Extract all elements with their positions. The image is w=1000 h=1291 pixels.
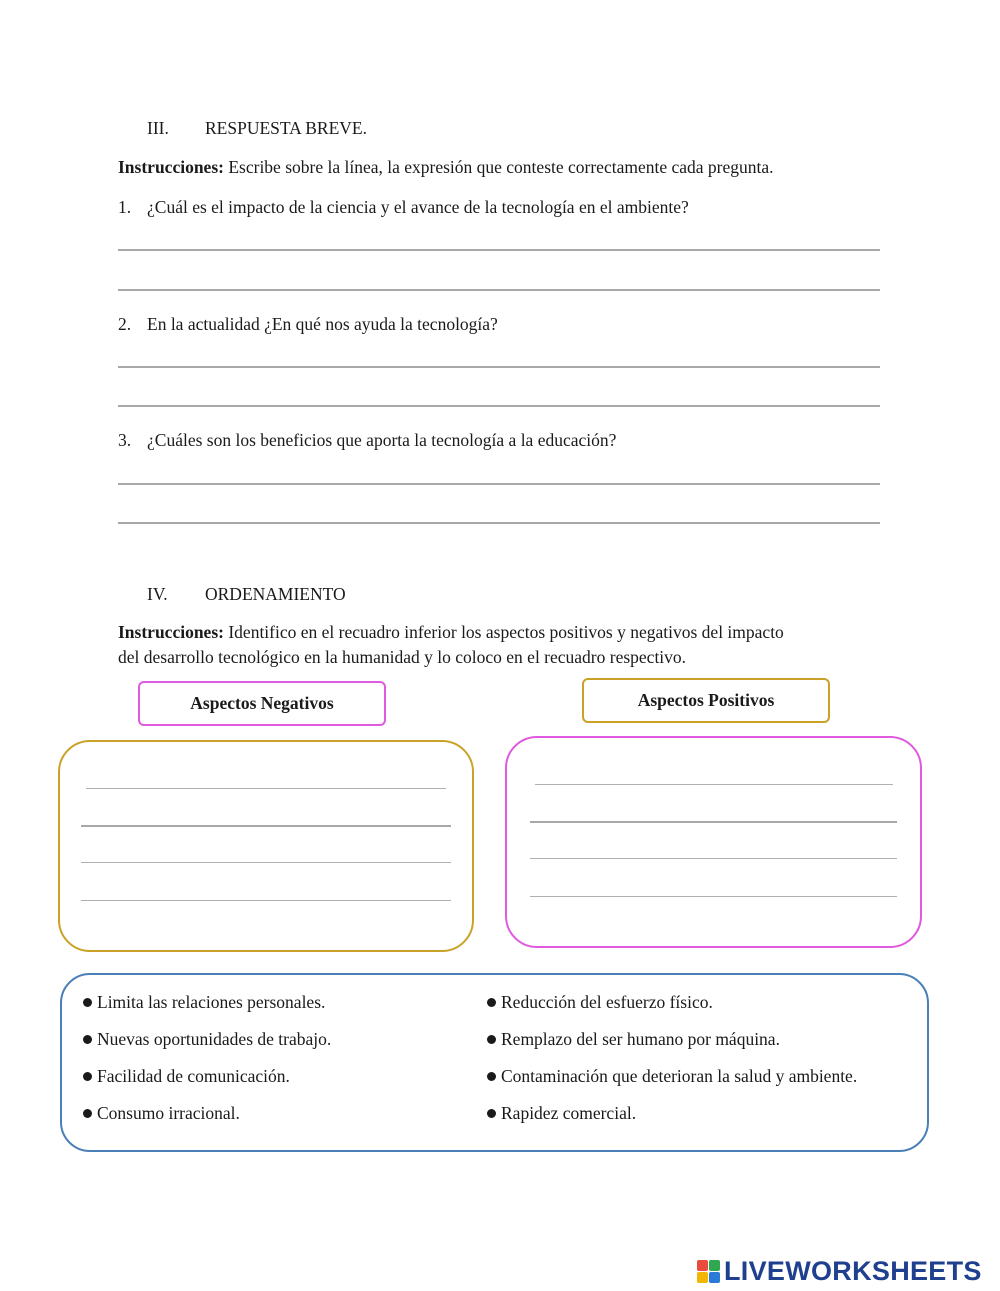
liveworksheets-logo-icon [697, 1260, 720, 1283]
instructions-label: Instrucciones: [118, 622, 224, 642]
logo-text: LIVEWORKSHEETS [724, 1255, 982, 1286]
answer-line[interactable] [530, 896, 897, 897]
answer-line[interactable] [81, 900, 451, 901]
answer-line[interactable] [118, 366, 880, 368]
negative-aspects-label-box [138, 681, 386, 726]
bullet-icon [487, 1109, 496, 1118]
option-text: Reducción del esfuerzo físico. [501, 992, 713, 1012]
question-number: 3. [118, 430, 132, 450]
bullet-icon [487, 998, 496, 1007]
option-item[interactable] [83, 1029, 331, 1050]
instructions [118, 157, 774, 178]
instructions-text: Identifico en el recuadro inferior los aspectos positivos y negativos del impacto [223, 622, 784, 642]
answer-line[interactable] [118, 289, 880, 291]
liveworksheets-logo[interactable] [697, 1255, 982, 1287]
answer-line[interactable] [86, 788, 446, 789]
answer-line[interactable] [118, 405, 880, 407]
bullet-icon [487, 1072, 496, 1081]
option-item[interactable] [83, 1066, 290, 1087]
negative-aspects-answer-box[interactable] [58, 740, 474, 952]
section-title: RESPUESTA BREVE. [205, 118, 367, 138]
option-text: Contaminación que deterioran la salud y ambiente. [501, 1066, 858, 1086]
option-item[interactable] [487, 992, 713, 1013]
answer-line[interactable] [530, 858, 897, 859]
option-item[interactable] [83, 1103, 240, 1124]
option-item[interactable] [83, 992, 325, 1013]
instructions [118, 622, 784, 643]
bullet-icon [83, 998, 92, 1007]
option-text: Remplazo del ser humano por máquina. [501, 1029, 780, 1049]
question-text: ¿Cuál es el impacto de la ciencia y el avance de la tecnología en el ambiente? [147, 197, 689, 217]
bullet-icon [83, 1035, 92, 1044]
option-item[interactable] [487, 1029, 780, 1050]
section-title: ORDENAMIENTO [205, 584, 346, 604]
positive-aspects-label-box [582, 678, 830, 723]
question-text: En la actualidad ¿En qué nos ayuda la tecnología? [147, 314, 498, 334]
answer-line[interactable] [535, 784, 893, 785]
positive-aspects-answer-box[interactable] [505, 736, 922, 948]
option-item[interactable] [487, 1103, 636, 1124]
section-number: IV. [147, 584, 168, 604]
answer-line[interactable] [118, 483, 880, 485]
bullet-icon [487, 1035, 496, 1044]
option-text: Nuevas oportunidades de trabajo. [97, 1029, 332, 1049]
answer-line[interactable] [530, 821, 897, 823]
section-number: III. [147, 118, 169, 138]
option-text: Rapidez comercial. [501, 1103, 637, 1123]
question-number: 1. [118, 197, 132, 217]
option-text: Limita las relaciones personales. [97, 992, 326, 1012]
option-text: Facilidad de comunicación. [97, 1066, 290, 1086]
option-text: Consumo irracional. [97, 1103, 240, 1123]
answer-line[interactable] [118, 522, 880, 524]
answer-line[interactable] [81, 825, 451, 827]
option-item[interactable] [487, 1066, 857, 1087]
question-text: ¿Cuáles son los beneficios que aporta la tecnología a la educación? [147, 430, 617, 450]
bullet-icon [83, 1072, 92, 1081]
instructions-label: Instrucciones: [118, 157, 224, 177]
negative-aspects-label: Aspectos Negativos [190, 693, 334, 713]
answer-line[interactable] [81, 862, 451, 863]
answer-line[interactable] [118, 249, 880, 251]
question-number: 2. [118, 314, 132, 334]
instructions-text: del desarrollo tecnológico en la humanidad y lo coloco en el recuadro respectivo. [118, 647, 687, 667]
positive-aspects-label: Aspectos Positivos [637, 690, 775, 710]
instructions-text: Escribe sobre la línea, la expresión que conteste correctamente cada pregunta. [223, 157, 774, 177]
bullet-icon [83, 1109, 92, 1118]
